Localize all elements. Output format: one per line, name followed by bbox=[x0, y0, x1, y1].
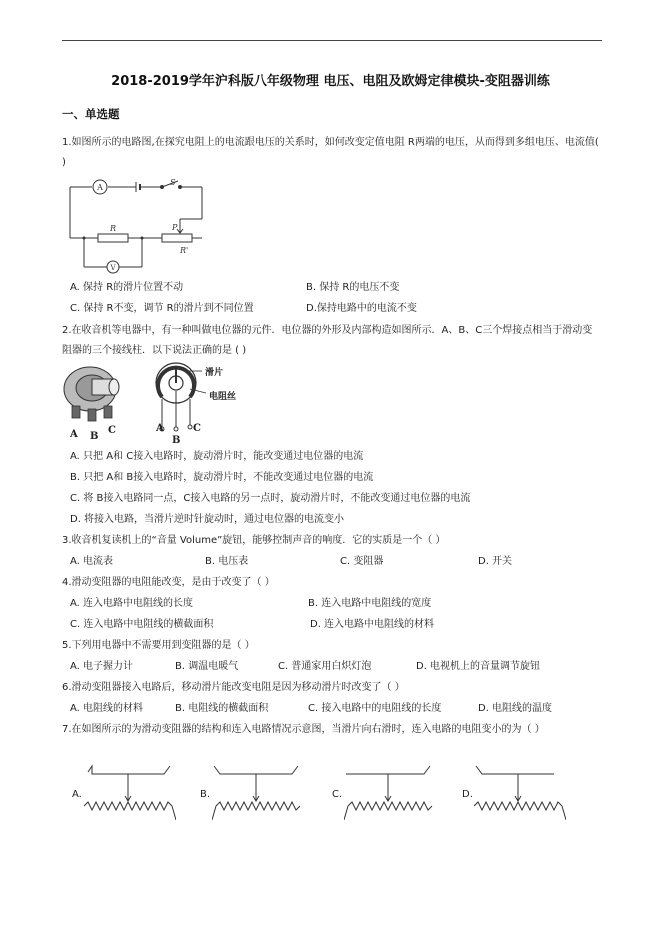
inner-terminal-a-label: A bbox=[156, 423, 164, 434]
section-heading: 一、单选题 bbox=[62, 107, 120, 121]
question-7-option-c-figure bbox=[344, 762, 436, 826]
question-3-stem: 3.收音机复读机上的“音量 Volume”旋钮，能够控制声音的响度．它的实质是一个（ ） bbox=[62, 535, 446, 546]
terminal-c-label: C bbox=[108, 425, 116, 436]
ammeter-label: A bbox=[97, 183, 103, 192]
question-2-potentiometer-figure bbox=[62, 361, 262, 445]
question-3-option-b: B. 电压表 bbox=[205, 556, 249, 567]
question-1-option-d: D.保持电路中的电流不变 bbox=[306, 303, 417, 314]
slider-text-label: 滑片 bbox=[205, 368, 224, 378]
question-5-stem: 5.下列用电器中不需要用到变阻器的是（ ） bbox=[62, 640, 255, 651]
question-4-option-b: B. 连入电路中电阻线的宽度 bbox=[308, 598, 432, 609]
question-5-option-a: A. 电子握力计 bbox=[70, 661, 134, 672]
header-rule bbox=[62, 40, 602, 41]
voltmeter-label: V bbox=[110, 264, 116, 272]
question-7-option-a-label: A. bbox=[72, 789, 82, 800]
question-3-option-d: D. 开关 bbox=[478, 556, 513, 567]
question-2-option-b: B. 只把 A和 B接入电路时，旋动滑片时，不能改变通过电位器的电流 bbox=[70, 472, 374, 483]
question-3-option-a: A. 电流表 bbox=[70, 556, 114, 567]
question-4-stem: 4.滑动变阻器的电阻能改变，是由于改变了（ ） bbox=[62, 577, 275, 588]
question-7-option-d-figure bbox=[474, 762, 566, 826]
question-7-option-b-figure bbox=[212, 762, 304, 826]
resistance-wire-label: 电阻丝 bbox=[209, 392, 237, 402]
question-2-option-d: D. 将接入电路，当滑片逆时针旋动时，通过电位器的电流变小 bbox=[70, 514, 345, 525]
question-6-option-c: C. 接入电路中的电阻线的长度 bbox=[308, 703, 442, 714]
question-7-option-d-label: D. bbox=[462, 789, 473, 800]
question-4-option-a: A. 连入电路中电阻线的长度 bbox=[70, 598, 194, 609]
question-5-option-b: B. 调温电暖气 bbox=[175, 661, 239, 672]
resistor-label: R bbox=[109, 224, 117, 233]
question-6-option-a: A. 电阻线的材料 bbox=[70, 703, 144, 714]
question-6-option-b: B. 电阻线的横截面积 bbox=[175, 703, 269, 714]
terminal-a-label: A bbox=[70, 429, 78, 440]
question-6-stem: 6.滑动变阻器接入电路后，移动滑片能改变电阻是因为移动滑片时改变了（ ） bbox=[62, 682, 405, 693]
question-1-circuit-figure bbox=[62, 177, 212, 277]
terminal-b-label: B bbox=[90, 431, 99, 442]
question-1-stem: 1.如图所示的电路图,在探究电阻上的电流跟电压的关系时，如何改变定值电阻 R两端的电压，从而得到多组电压、电流值( ) bbox=[62, 137, 599, 168]
question-7-option-c-label: C. bbox=[332, 789, 343, 800]
question-6-option-d: D. 电阻线的温度 bbox=[478, 703, 553, 714]
question-2-stem: 2.在收音机等电器中，有一种叫做电位器的元件．电位器的外形及内部构造如图所示．A、B、C三个焊接点相当于滑动变阻器的三个接线柱．以下说法正确的是 ( ) bbox=[62, 325, 593, 356]
slider-label: P bbox=[172, 223, 178, 232]
question-4-option-c: C. 连入电路中电阻线的横截面积 bbox=[70, 619, 214, 630]
question-7-option-b-label: B. bbox=[200, 789, 211, 800]
inner-terminal-c-label: C bbox=[193, 423, 201, 434]
question-7-stem: 7.在如图所示的为滑动变阻器的结构和连入电路情况示意图，当滑片向右滑时，连入电路的电阻变小的为（ ） bbox=[62, 724, 545, 735]
document-title: 2018-2019学年沪科版八年级物理 电压、电阻及欧姆定律模块-变阻器训练 bbox=[111, 74, 550, 89]
question-1-option-c: C. 保持 R不变，调节 R的滑片到不同位置 bbox=[70, 303, 254, 314]
switch-label: S bbox=[170, 178, 176, 187]
question-7-option-a-figure bbox=[84, 762, 176, 826]
question-5-option-d: D. 电视机上的音量调节旋钮 bbox=[416, 661, 541, 672]
question-4-option-d: D. 连入电路中电阻线的材料 bbox=[310, 619, 435, 630]
question-2-option-c: C. 将 B接入电路同一点，C接入电路的另一点时，旋动滑片时，不能改变通过电位器的电流 bbox=[70, 493, 471, 504]
question-1-option-b: B. 保持 R的电压不变 bbox=[306, 282, 400, 293]
inner-terminal-b-label: B bbox=[172, 435, 181, 445]
question-1-option-a: A. 保持 R的滑片位置不动 bbox=[70, 282, 184, 293]
rheostat-label: R' bbox=[180, 246, 189, 255]
question-3-option-c: C. 变阻器 bbox=[340, 556, 384, 567]
question-5-option-c: C. 普通家用白炽灯泡 bbox=[278, 661, 372, 672]
question-2-option-a: A. 只把 A和 C接入电路时，旋动滑片时，能改变通过电位器的电流 bbox=[70, 451, 364, 462]
